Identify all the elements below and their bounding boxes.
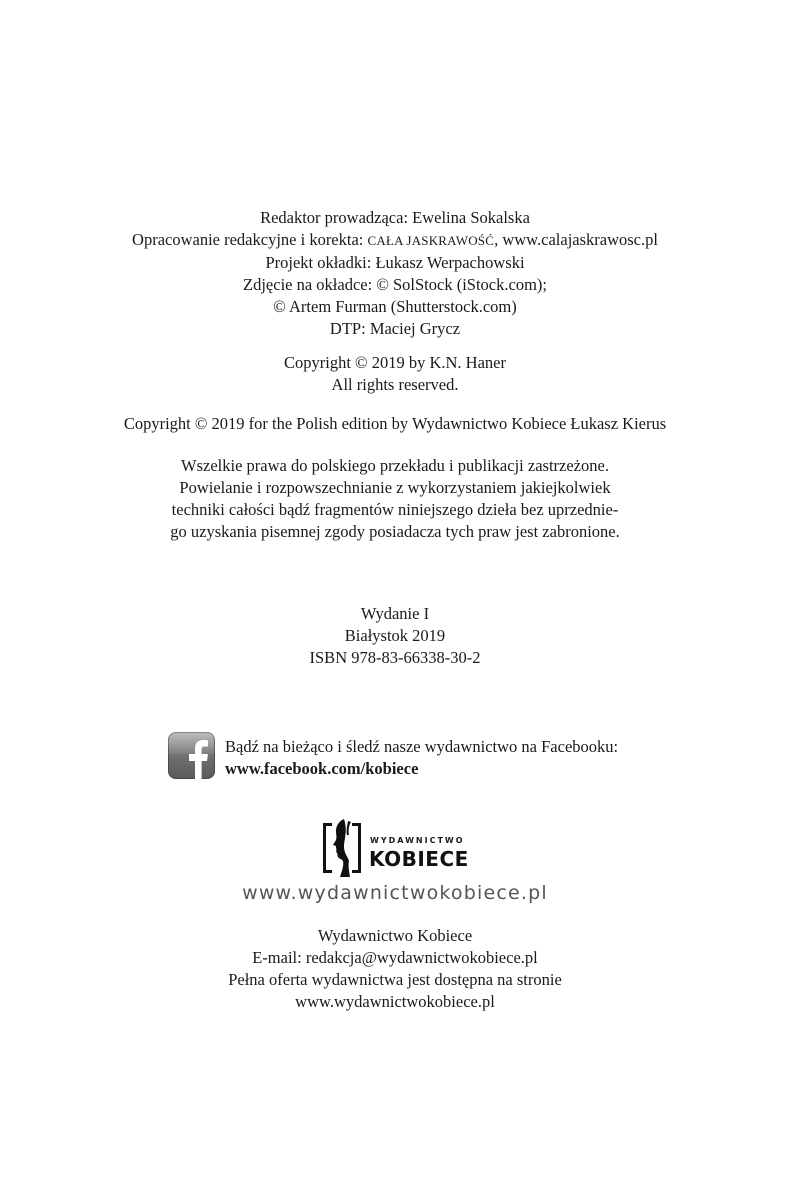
rights-line: Wszelkie prawa do polskiego przekładu i publikacji zastrzeżone. bbox=[181, 456, 609, 475]
credit-label: Redaktor prowadząca: bbox=[260, 208, 413, 227]
credit-cover-design bbox=[0, 252, 790, 274]
credit-value: © Artem Furman (Shutterstock.com) bbox=[273, 297, 517, 316]
copyright-original bbox=[0, 352, 790, 396]
rights-line: go uzyskania pisemnej zgody posiadacza tych praw jest zabronione. bbox=[170, 522, 620, 541]
publisher-logo bbox=[322, 817, 482, 881]
rights-notice bbox=[0, 455, 790, 543]
credit-label: Opracowanie redakcyjne i korekta: bbox=[132, 230, 368, 249]
edition-place-year: Białystok 2019 bbox=[344, 626, 446, 645]
publisher-name: Wydawnictwo Kobiece bbox=[317, 926, 473, 945]
facebook-icon[interactable] bbox=[168, 732, 215, 779]
isbn: ISBN 978-83-66338-30-2 bbox=[309, 648, 481, 667]
edition-info bbox=[0, 603, 790, 669]
logo-big-text: KOBIECE bbox=[369, 847, 469, 871]
rights-reserved: All rights reserved. bbox=[331, 375, 459, 394]
credit-value: Ewelina Sokalska bbox=[412, 208, 530, 227]
credit-value: Maciej Grycz bbox=[369, 319, 461, 338]
facebook-text-block bbox=[225, 736, 618, 780]
copyright-polish-line: Copyright © 2019 for the Polish edition by Wydawnictwo Kobiece Łukasz Kierus bbox=[123, 414, 667, 433]
rights-line: Powielanie i rozpowszechnianie z wykorzystaniem jakiejkolwiek bbox=[179, 478, 611, 497]
credit-editor bbox=[0, 207, 790, 229]
credit-value: Łukasz Werpachowski bbox=[375, 253, 525, 272]
credit-label: Projekt okładki: bbox=[265, 253, 376, 272]
facebook-text: Bądź na bieżąco i śledź nasze wydawnictwo na Facebooku: bbox=[225, 737, 619, 756]
credit-company: CAŁA JASKRAWOŚĆ bbox=[367, 233, 495, 248]
edition-number: Wydanie I bbox=[360, 604, 430, 623]
credit-cover-photo bbox=[0, 274, 790, 296]
publisher-website-link[interactable]: www.wydawnictwokobiece.pl bbox=[295, 992, 495, 1011]
logo-small-text: WYDAWNICTWO bbox=[370, 836, 465, 845]
publisher-website[interactable]: www.wydawnictwokobiece.pl bbox=[242, 882, 548, 904]
credit-value: © SolStock (iStock.com); bbox=[376, 275, 547, 294]
copyright-polish-edition bbox=[0, 413, 790, 435]
publisher-contact bbox=[0, 925, 790, 1013]
rights-line: techniki całości bądź fragmentów niniejszego dzieła bez uprzednie- bbox=[171, 500, 619, 519]
copyright-line: Copyright © 2019 by K.N. Haner bbox=[284, 353, 506, 372]
facebook-promo bbox=[168, 732, 688, 782]
credit-cover-photo-2 bbox=[0, 296, 790, 318]
credit-dtp bbox=[0, 318, 790, 340]
credit-value: , www.calajaskrawosc.pl bbox=[494, 230, 658, 249]
publisher-offer-text: Pełna oferta wydawnictwa jest dostępna na stronie bbox=[228, 970, 562, 989]
credits-block bbox=[0, 207, 790, 340]
credit-proofreading bbox=[0, 229, 790, 252]
credit-label: DTP: bbox=[329, 319, 370, 338]
publisher-email[interactable]: E-mail: redakcja@wydawnictwokobiece.pl bbox=[252, 948, 538, 967]
credit-label: Zdjęcie na okładce: bbox=[243, 275, 377, 294]
woman-profile-icon bbox=[322, 817, 362, 879]
facebook-link[interactable]: www.facebook.com/kobiece bbox=[225, 759, 419, 778]
